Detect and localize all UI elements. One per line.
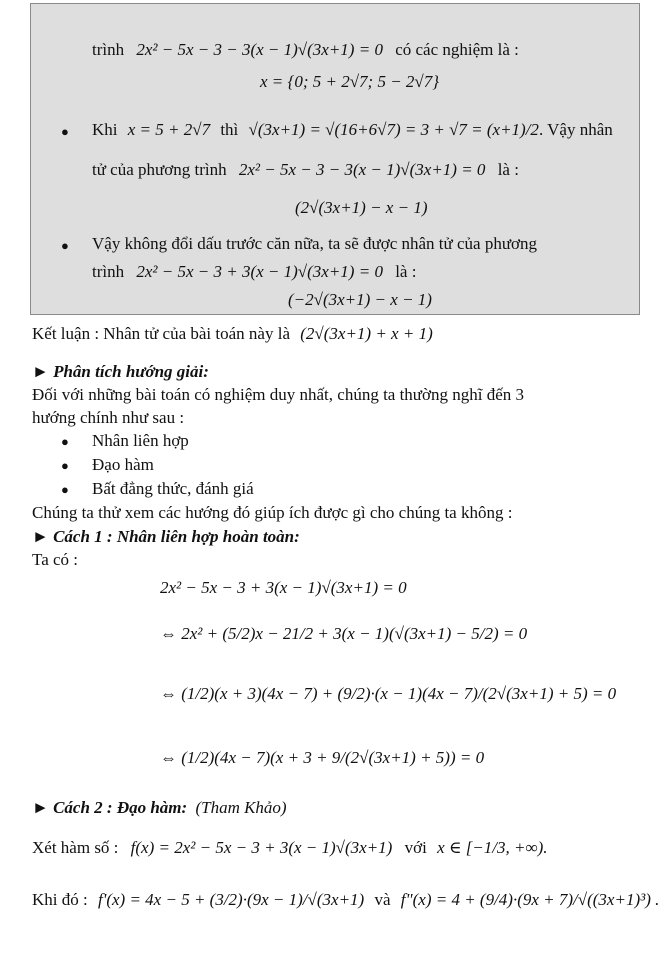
factor-2: (−2√(3x+1) − x − 1) <box>288 290 432 309</box>
m2-l2-mid: và <box>374 890 391 909</box>
m2-l2-prefix: Khi đó : <box>32 890 88 909</box>
conclusion-text: Kết luận : Nhân tử của bài toán này là <box>32 324 290 343</box>
bullet-icon: ● <box>61 458 69 473</box>
m2-l2-eq1: f'(x) = 4x − 5 + (3/2)·(9x − 1)/√(3x+1) <box>97 890 365 909</box>
factor-1: (2√(3x+1) − x − 1) <box>295 198 428 217</box>
method1-eq3: ⇔ (1/2)(x + 3)(4x − 7) + (9/2)·(x − 1)(4x − 7)/(2√(3x+1) + 5) = 0 <box>160 684 617 703</box>
b1-prefix: Khi <box>92 120 118 139</box>
m2-l1-mid: với <box>404 838 427 857</box>
b2-text: Vậy không đổi dấu trước căn nữa, ta sẽ được nhân tử của phương <box>92 234 538 253</box>
list-item: Đạo hàm <box>92 455 154 474</box>
m2-l1-domain: x ∈ [−1/3, +∞). <box>437 838 548 857</box>
box-bullet2-line2 <box>92 262 416 282</box>
b1-line2-prefix: tử của phương trình <box>92 160 227 179</box>
analysis-p1: Đối với những bài toán có nghiệm duy nhất, chúng ta thường nghĩ đến 3 <box>32 385 525 404</box>
method2-heading: ► Cách 2 : Đạo hàm: <box>32 798 188 817</box>
list-item: Bất đẳng thức, đánh giá <box>92 479 254 498</box>
method1-eq1: 2x² − 5x − 3 + 3(x − 1)√(3x+1) = 0 <box>160 578 407 597</box>
method1-eq4: ⇔ (1/2)(4x − 7)(x + 3 + 9/(2√(3x+1) + 5)) = 0 <box>160 748 485 767</box>
b1-line2-suffix: là : <box>497 160 519 179</box>
b1-value: x = 5 + 2√7 <box>127 120 211 139</box>
method1-heading: ► Cách 1 : Nhân liên hợp hoàn toàn: <box>32 527 300 546</box>
box-line1-prefix: trình <box>92 40 125 59</box>
method2-line2 <box>32 890 659 910</box>
conclusion <box>32 324 433 344</box>
method1-eq2: ⇔ 2x² + (5/2)x − 21/2 + 3(x − 1)(√(3x+1) − 5/2) = 0 <box>160 624 528 643</box>
bullet-icon: ● <box>61 238 69 253</box>
analysis-p3: Chúng ta thử xem các hướng đó giúp ích được gì cho chúng ta không : <box>32 503 513 522</box>
box-line-1 <box>92 40 519 60</box>
method2-note: (Tham Khảo) <box>195 798 287 817</box>
m2-l1-prefix: Xét hàm số : <box>32 838 119 857</box>
bullet-icon: ● <box>61 124 69 139</box>
bullet-icon: ● <box>61 434 69 449</box>
b2-line2-suffix: là : <box>395 262 417 281</box>
method2-heading-line <box>32 798 287 818</box>
list-item: Nhân liên hợp <box>92 431 189 450</box>
analysis-p2: hướng chính như sau : <box>32 408 185 427</box>
method1-intro: Ta có : <box>32 550 79 569</box>
b1-mid: thì <box>220 120 239 139</box>
box-bullet1-line1 <box>92 120 613 140</box>
box-bullet1-line2 <box>92 160 519 180</box>
b1-line2-eq: 2x² − 5x − 3 − 3(x − 1)√(3x+1) = 0 <box>238 160 486 179</box>
b2-line2-eq: 2x² − 5x − 3 + 3(x − 1)√(3x+1) = 0 <box>136 262 383 281</box>
conclusion-factor: (2√(3x+1) + x + 1) <box>300 324 433 343</box>
b1-eq: √(3x+1) = √(16+6√7) = 3 + √7 = (x+1)/2 <box>248 120 539 139</box>
box-line1-suffix: có các nghiệm là : <box>395 40 519 59</box>
roots: x = {0; 5 + 2√7; 5 − 2√7} <box>260 72 440 91</box>
m2-l1-eq: f(x) = 2x² − 5x − 3 + 3(x − 1)√(3x+1) <box>130 838 393 857</box>
m2-l2-eq2: f"(x) = 4 + (9/4)·(9x + 7)/√((3x+1)³) . <box>400 890 660 909</box>
bullet-icon: ● <box>61 482 69 497</box>
analysis-heading: ► Phân tích hướng giải: <box>32 362 209 381</box>
b2-line2-prefix: trình <box>92 262 125 281</box>
method2-line1 <box>32 838 548 858</box>
box-line1-eq: 2x² − 5x − 3 − 3(x − 1)√(3x+1) = 0 <box>136 40 383 59</box>
b1-suffix: . Vậy nhân <box>538 120 613 139</box>
